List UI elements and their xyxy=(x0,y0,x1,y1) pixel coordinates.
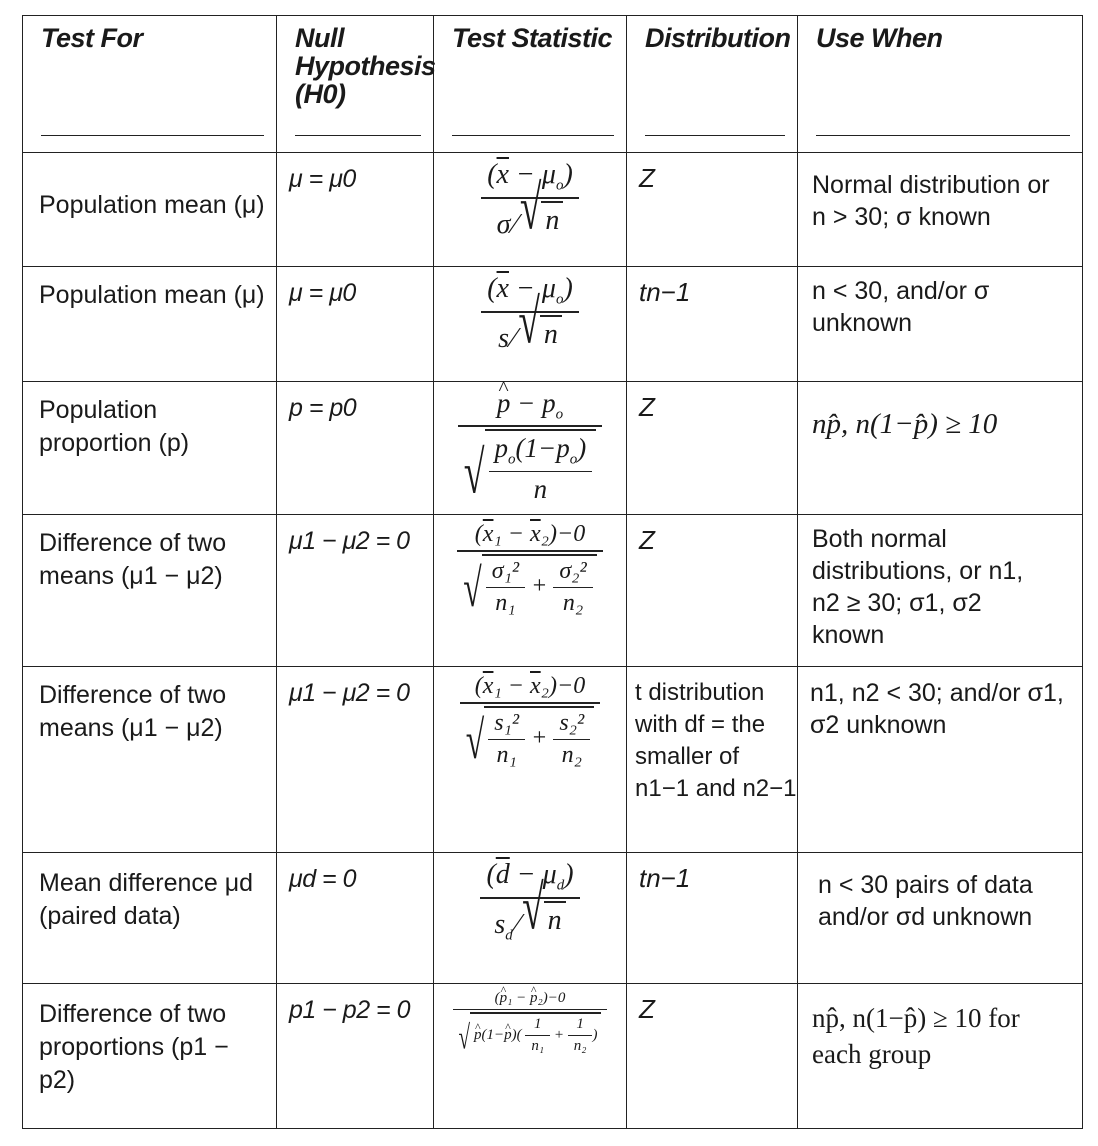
test-statistic-cell xyxy=(434,984,627,1129)
use-when-cell: np̂, n(1−p̂) ≥ 10 for each group xyxy=(798,984,1083,1129)
test-statistic-cell xyxy=(434,853,627,984)
table-row xyxy=(23,515,1083,667)
test-for-cell: Population mean (μ) xyxy=(23,153,277,267)
null-hypothesis-cell: p1 − p2 = 0 xyxy=(277,984,434,1129)
header-null-hypothesis xyxy=(277,16,434,153)
null-hypothesis-cell: μ = μ0 xyxy=(277,267,434,382)
header-distribution: Distribution xyxy=(627,16,798,153)
hypothesis-tests-table xyxy=(22,15,1083,1129)
table-row xyxy=(23,667,1083,853)
header-test-statistic: Test Statistic xyxy=(434,16,627,153)
test-statistic-formula: $(\overline{d} - \mu_d)$ $s_d$ ⁄ √ n xyxy=(480,859,579,944)
distribution-cell: tn−1 xyxy=(627,267,798,382)
distribution-cell: Z xyxy=(627,153,798,267)
test-statistic-formula: ^ $p - p_o$ √ $\frac{p_o(1-p_o)}{n}$ xyxy=(458,388,602,505)
table-row xyxy=(23,984,1083,1129)
null-hypothesis-cell: μ = μ0 xyxy=(277,153,434,267)
table-row xyxy=(23,853,1083,984)
use-when-cell: n < 30 pairs of data and/or σd unknown xyxy=(798,853,1083,984)
table-row xyxy=(23,382,1083,515)
test-for-cell: Difference of two means (μ1 − μ2) xyxy=(23,667,277,853)
distribution-cell: Z xyxy=(627,382,798,515)
test-for-cell: Difference of two proportions (p1 − p2) xyxy=(23,984,277,1129)
header-test-for: Test For xyxy=(23,16,277,153)
distribution-cell: tn−1 xyxy=(627,853,798,984)
test-for-cell: Population mean (μ) xyxy=(23,267,277,382)
use-when-cell: np̂, n(1−p̂) ≥ 10 xyxy=(798,382,1083,515)
null-hypothesis-cell: p = p0 xyxy=(277,382,434,515)
test-statistic-formula: (^ p₁ − ^ p₂)−0 √ ^ p(1−^ p)( $\frac{1}{\text{n₁}}$ + $\frac{1}{\text{n₂}}$ ) xyxy=(453,990,608,1056)
distribution-cell: Z xyxy=(627,984,798,1129)
header-row xyxy=(23,16,1083,153)
test-statistic-formula: $(\overline{x}_1 - \overline{x}_2)-0$ √ $\frac{\text{σ₁²}}{\text{n₁}}$ + $\frac{\text{σ₂²}}{\text{n₂}}$ xyxy=(457,521,602,617)
table-row xyxy=(23,267,1083,382)
use-when-cell: n1, n2 < 30; and/or σ1, σ2 unknown xyxy=(798,667,1083,853)
test-statistic-cell xyxy=(434,667,627,853)
test-statistic-cell xyxy=(434,382,627,515)
test-for-cell: Population proportion (p) xyxy=(23,382,277,515)
test-statistic-cell xyxy=(434,267,627,382)
header-use-when: Use When xyxy=(798,16,1083,153)
null-hypothesis-cell: μ1 − μ2 = 0 xyxy=(277,667,434,853)
null-hypothesis-cell: μd = 0 xyxy=(277,853,434,984)
use-when-cell: Both normal distributions, or n1, n2 ≥ 30; σ1, σ2 known xyxy=(798,515,1083,667)
distribution-cell: Z xyxy=(627,515,798,667)
test-statistic-cell xyxy=(434,153,627,267)
test-statistic-formula: $(\overline{x} - \mu_o)$ s ⁄ √ n xyxy=(481,273,579,355)
test-statistic-formula: $(\overline{x}_1 - \overline{x}_2)-0$ √ $\frac{\text{s₁²}}{\text{n₁}}$ + $\frac{\text{s₂²}}{\text{n₂}}$ xyxy=(460,673,600,769)
test-for-cell: Mean difference μd (paired data) xyxy=(23,853,277,984)
header-null-hypothesis-text: Null Hypothesis (H0) xyxy=(295,23,436,109)
test-statistic-cell xyxy=(434,515,627,667)
test-for-cell: Difference of two means (μ1 − μ2) xyxy=(23,515,277,667)
distribution-cell: t distribution with df = the smaller of n1−1 and n2−1 xyxy=(627,667,798,853)
null-hypothesis-cell: μ1 − μ2 = 0 xyxy=(277,515,434,667)
use-when-cell: n < 30, and/or σ unknown xyxy=(798,267,1083,382)
test-statistic-formula: $(\overline{x} - \mu_o)$ σ ⁄ √ n xyxy=(481,159,579,241)
use-when-cell: Normal distribution or n > 30; σ known xyxy=(798,153,1083,267)
table-row xyxy=(23,153,1083,267)
